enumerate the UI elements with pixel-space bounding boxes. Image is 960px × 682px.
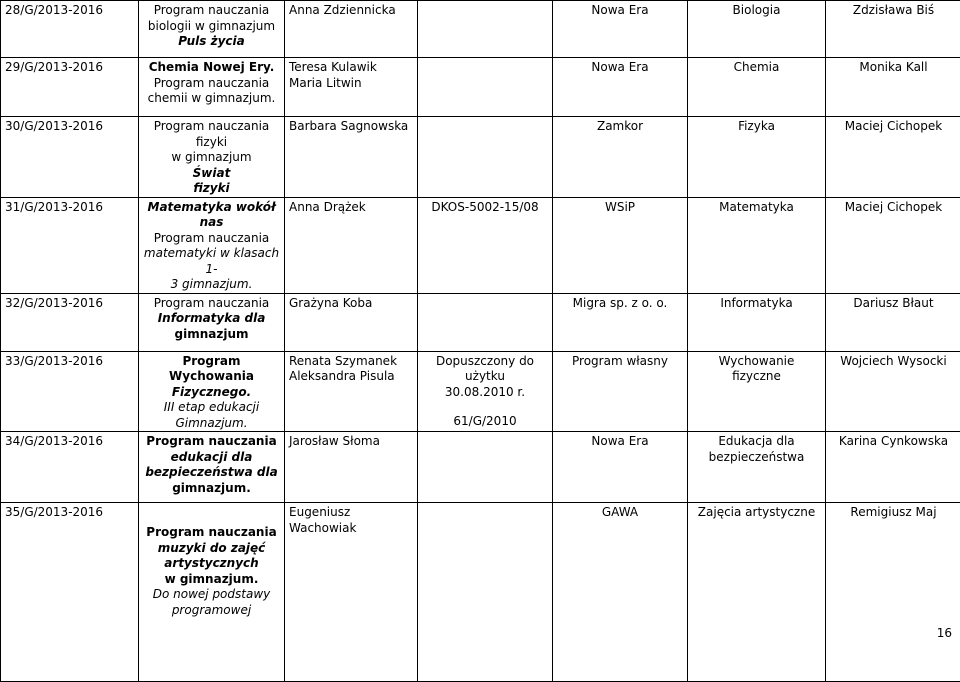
- approval-number-line: Dopuszczony do użytku: [422, 354, 548, 385]
- program-number: 34/G/2013-2016: [1, 432, 139, 503]
- program-number: 32/G/2013-2016: [1, 293, 139, 351]
- program-title-line: III etap edukacji: [143, 400, 280, 416]
- subject: Matematyka: [688, 197, 826, 293]
- authors-line: Maria Litwin: [289, 76, 413, 92]
- teacher: Wojciech Wysocki: [826, 351, 960, 432]
- table-row: [1, 293, 960, 351]
- publisher: Zamkor: [553, 117, 688, 198]
- program-title-line: Puls życia: [143, 34, 280, 50]
- program-title-line: nas: [143, 215, 280, 231]
- program-title-line: Chemia Nowej Ery.: [143, 60, 280, 76]
- program-title-line: Do nowej podstawy: [143, 587, 280, 603]
- program-title-line: gimnazjum.: [143, 481, 280, 497]
- subject: [688, 351, 826, 432]
- program-title-line: Program nauczania fizyki: [143, 119, 280, 150]
- teacher: Dariusz Błaut: [826, 293, 960, 351]
- program-title-line: muzyki do zajęć: [143, 541, 280, 557]
- program-title: [139, 1, 285, 58]
- subject-line: fizyczne: [692, 369, 821, 385]
- program-title-line: Program nauczania: [143, 76, 280, 92]
- program-title: [139, 293, 285, 351]
- subject: Zajęcia artystyczne: [688, 503, 826, 682]
- publisher: Nowa Era: [553, 1, 688, 58]
- program-title-line: Program nauczania: [143, 525, 280, 541]
- program-title-line: Informatyka dla: [143, 311, 280, 327]
- teacher: Remigiusz Maj: [826, 503, 960, 682]
- approval-number-line: 61/G/2010: [422, 414, 548, 430]
- approval-number: [418, 432, 553, 503]
- program-title: [139, 58, 285, 117]
- program-number: 35/G/2013-2016: [1, 503, 139, 682]
- subject-line: bezpieczeństwa: [692, 450, 821, 466]
- approval-number-line: 30.08.2010 r.: [422, 385, 548, 401]
- program-title: [139, 197, 285, 293]
- program-title-line: Program nauczania: [143, 434, 280, 450]
- program-number: 28/G/2013-2016: [1, 1, 139, 58]
- program-title: [139, 351, 285, 432]
- program-title-line: 3 gimnazjum.: [143, 277, 280, 293]
- program-title-line: matematyki w klasach 1-: [143, 246, 280, 277]
- table-row: [1, 432, 960, 503]
- authors: Barbara Sagnowska: [285, 117, 418, 198]
- table-row: [1, 1, 960, 58]
- program-title: [139, 117, 285, 198]
- program-title-line: edukacji dla: [143, 450, 280, 466]
- authors: Jarosław Słoma: [285, 432, 418, 503]
- subject: Chemia: [688, 58, 826, 117]
- program-number: 29/G/2013-2016: [1, 58, 139, 117]
- program-title-line: Program Wychowania: [143, 354, 280, 385]
- program-title: [139, 432, 285, 503]
- teacher: Karina Cynkowska: [826, 432, 960, 503]
- subject: Fizyka: [688, 117, 826, 198]
- program-title-line: bezpieczeństwa dla: [143, 465, 280, 481]
- subject: Biologia: [688, 1, 826, 58]
- publisher: Nowa Era: [553, 432, 688, 503]
- program-title-line: w gimnazjum: [143, 150, 280, 166]
- program-number: 33/G/2013-2016: [1, 351, 139, 432]
- teacher: Monika Kall: [826, 58, 960, 117]
- table-row: [1, 197, 960, 293]
- program-number: 31/G/2013-2016: [1, 197, 139, 293]
- subject: [688, 432, 826, 503]
- teacher: Maciej Cichopek: [826, 197, 960, 293]
- teacher: Maciej Cichopek: [826, 117, 960, 198]
- approval-number: [418, 117, 553, 198]
- program-number: 30/G/2013-2016: [1, 117, 139, 198]
- program-title-line: Świat: [143, 166, 280, 182]
- approval-number: [418, 503, 553, 682]
- program-title-line: biologii w gimnazjum: [143, 19, 280, 35]
- program-title-line: Program nauczania: [143, 3, 280, 19]
- program-title-line: Fizycznego.: [143, 385, 280, 401]
- program-title-line: Matematyka wokół: [143, 200, 280, 216]
- publisher: GAWA: [553, 503, 688, 682]
- publisher: Nowa Era: [553, 58, 688, 117]
- publisher: Migra sp. z o. o.: [553, 293, 688, 351]
- authors-line: Aleksandra Pisula: [289, 369, 413, 385]
- authors: Anna Zdziennicka: [285, 1, 418, 58]
- authors: Grażyna Koba: [285, 293, 418, 351]
- subject: Informatyka: [688, 293, 826, 351]
- authors: [285, 58, 418, 117]
- program-title-line: w gimnazjum.: [143, 572, 280, 588]
- table-row: [1, 351, 960, 432]
- authors-line: Teresa Kulawik: [289, 60, 413, 76]
- program-title-line: gimnazjum: [143, 327, 280, 343]
- page-number: 16: [937, 626, 952, 640]
- program-title-line: Program nauczania: [143, 296, 280, 312]
- authors-line: Renata Szymanek: [289, 354, 413, 370]
- approval-number: [418, 293, 553, 351]
- program-title: [139, 503, 285, 682]
- table-row: [1, 117, 960, 198]
- program-title-line: Gimnazjum.: [143, 416, 280, 432]
- table-row: [1, 58, 960, 117]
- authors: Anna Drążek: [285, 197, 418, 293]
- program-title-line: artystycznych: [143, 556, 280, 572]
- authors: Eugeniusz Wachowiak: [285, 503, 418, 682]
- program-title-line: fizyki: [143, 181, 280, 197]
- teacher: Zdzisława Biś: [826, 1, 960, 58]
- program-title-line: programowej: [143, 603, 280, 619]
- subject-line: Wychowanie: [692, 354, 821, 370]
- program-title-line: chemii w gimnazjum.: [143, 91, 280, 107]
- program-title-line: Program nauczania: [143, 231, 280, 247]
- table-row: [1, 503, 960, 682]
- approval-number: [418, 58, 553, 117]
- subject-line: Edukacja dla: [692, 434, 821, 450]
- approval-number: [418, 1, 553, 58]
- approval-number: [418, 351, 553, 432]
- publisher: WSiP: [553, 197, 688, 293]
- authors: [285, 351, 418, 432]
- approval-number: DKOS-5002-15/08: [418, 197, 553, 293]
- publisher: Program własny: [553, 351, 688, 432]
